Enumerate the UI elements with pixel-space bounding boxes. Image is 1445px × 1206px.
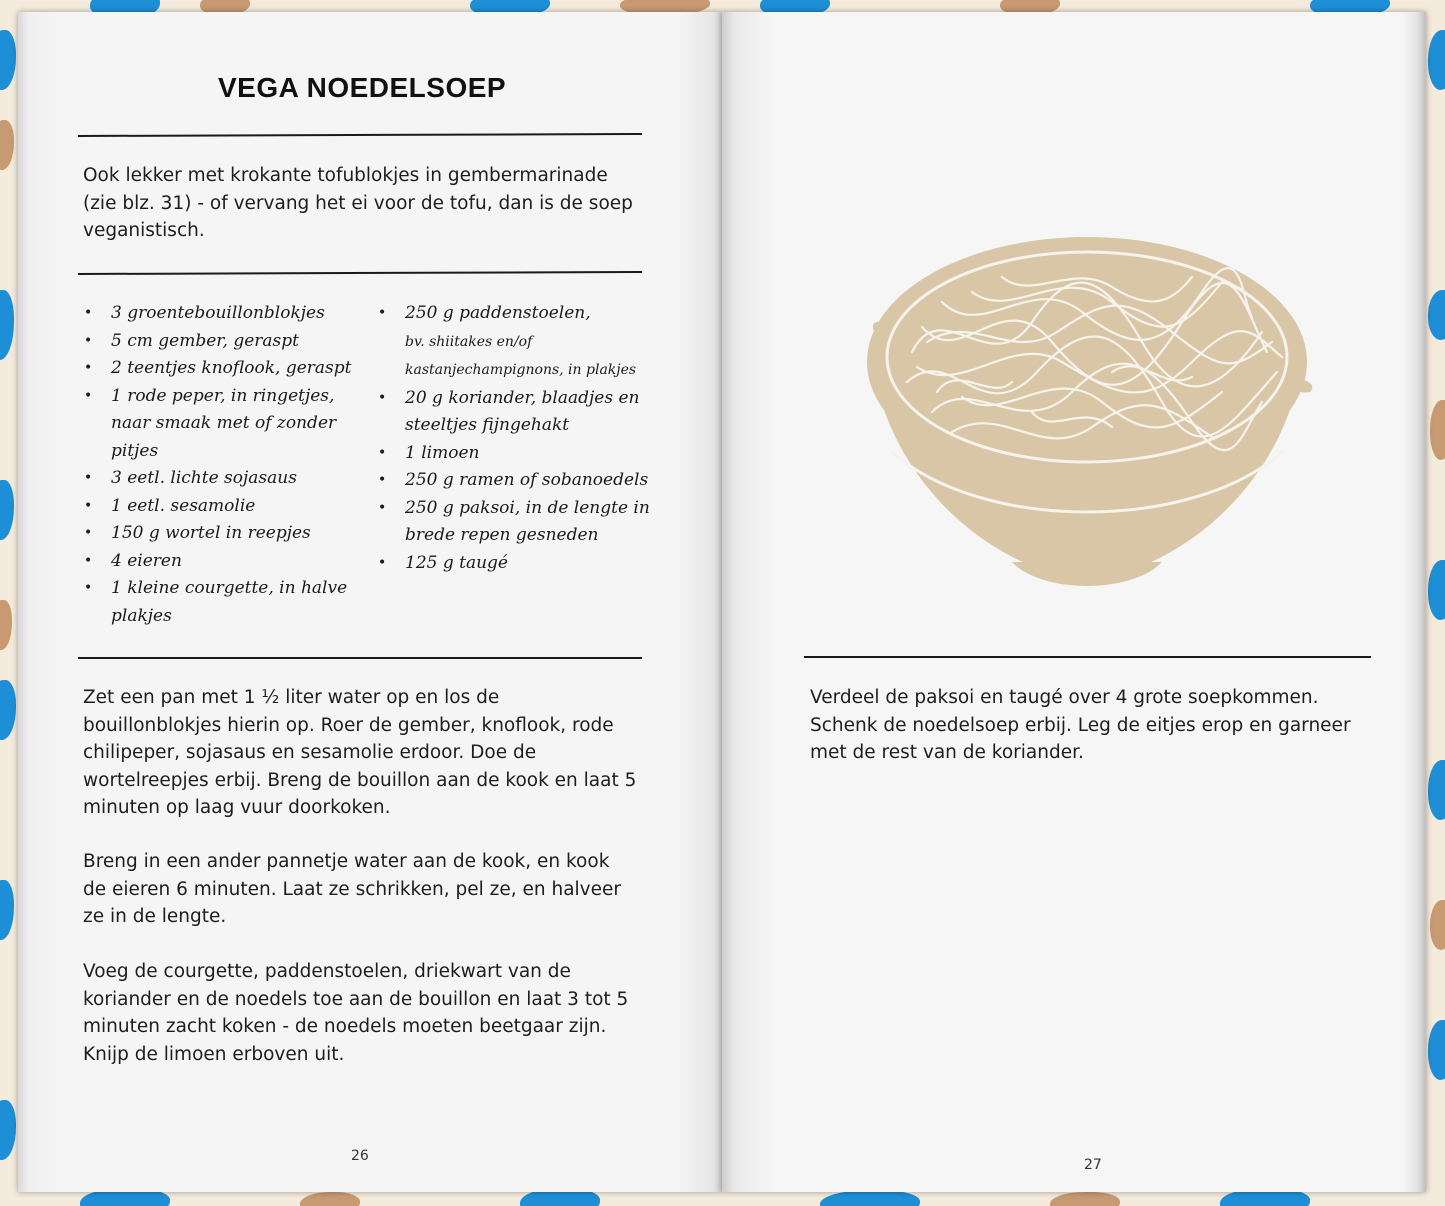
list-item: • 3 eetl. lichte sojasaus (81, 465, 371, 493)
list-item: • 125 g taugé (375, 550, 650, 578)
divider (78, 133, 642, 137)
page-number: 27 (1084, 1157, 1102, 1173)
step-1: Zet een pan met 1 ½ liter water op en los de bouillonblokjes hierin op. Roer de gember, knoflook, rode chilipeper, sojasaus en sesamolie erdoor. Doe de wortelreepjes erbij. Breng de bouillon aan de kook en laat 5 minuten op laag vuur doorkoken. (83, 687, 637, 818)
list-item: • 1 rode peper, in ringetjes, naar smaak met of zonder pitjes (81, 383, 371, 466)
step-3: Voeg de courgette, paddenstoelen, driekwart van de koriander en de noedels toe aan de bouillon en laat 3 tot 5 minuten zacht koken - de noedels moeten beetgaar zijn. Knijp de limoen erboven uit. (83, 961, 629, 1065)
recipe-title: VEGA NOEDELSOEP (218, 72, 507, 103)
divider (78, 271, 642, 275)
page-number: 26 (351, 1148, 369, 1164)
ingredient-note: bv. shiitakes en/of kastanjechampignons, in plakjes (405, 333, 637, 378)
divider (78, 657, 642, 659)
list-item: • 250 g ramen of sobanoedels (375, 467, 650, 495)
list-item (375, 300, 650, 385)
ingredient-list-right (375, 300, 650, 577)
ingredient-list-left (81, 300, 371, 630)
divider (804, 656, 1371, 658)
right-page (722, 12, 1426, 1192)
step-2: Breng in een ander pannetje water aan de kook, en kook de eieren 6 minuten. Laat ze schrikken, pel ze, en halveer ze in de lengte. (83, 851, 621, 927)
left-page (18, 12, 722, 1192)
list-item: • 20 g koriander, blaadjes en steeltjes fijngehakt (375, 385, 650, 440)
list-item: • 150 g wortel in reepjes (81, 520, 371, 548)
ingredient-main: 250 g paddenstoelen, (405, 303, 591, 323)
list-item: • 1 eetl. sesamolie (81, 493, 371, 521)
list-item: • 1 limoen (375, 440, 650, 468)
step-4: Verdeel de paksoi en taugé over 4 grote soepkommen. Schenk de noedelsoep erbij. Leg de eitjes erop en garneer met de rest van de koriander. (810, 687, 1351, 763)
list-item: • 5 cm gember, geraspt (81, 328, 371, 356)
recipe-intro: Ook lekker met krokante tofublokjes in gembermarinade (zie blz. 31) - of vervang het ei voor de tofu, dan is de soep veganistisch. (83, 165, 633, 241)
list-item: • 2 teentjes knoflook, geraspt (81, 355, 371, 383)
noodle-bowl-illustration (862, 232, 1322, 602)
list-item: • 250 g paksoi, in de lengte in brede repen gesneden (375, 495, 650, 550)
list-item: • 3 groentebouillonblokjes (81, 300, 371, 328)
list-item: • 1 kleine courgette, in halve plakjes (81, 575, 371, 630)
open-book (18, 12, 1426, 1192)
list-item: • 4 eieren (81, 548, 371, 576)
